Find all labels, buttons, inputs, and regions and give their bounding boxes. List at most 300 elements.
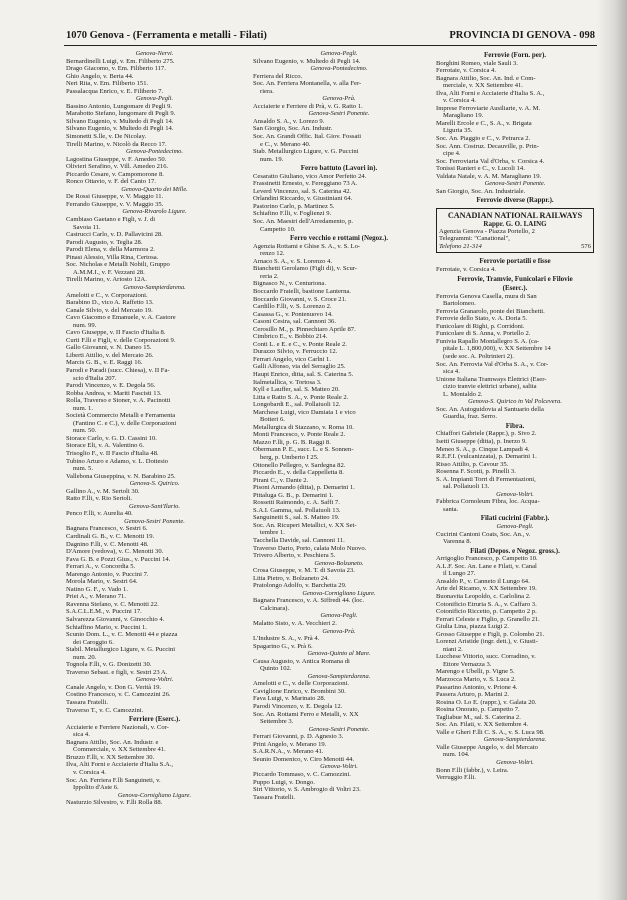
- directory-entry: Soc. Nicholas e Metalli Nobili, Gruppo: [66, 261, 170, 269]
- directory-entry: Soc. An. Piaggio e C., v. Petrarca 2.: [436, 135, 531, 143]
- directory-entry: Caviglione Enrico, v. Brombini 30.: [253, 687, 346, 695]
- directory-entry: Obermann P. E., succ. L. e S. Sonnen-: [253, 446, 354, 454]
- directory-entry: Borghini Romeo, viale Sauli 3.: [436, 59, 518, 67]
- directory-entry: Salvarezza Giovanni, v. Ginocchio 4.: [66, 616, 165, 624]
- page-header-right: PROVINCIA DI GENOVA - 098: [449, 30, 595, 41]
- directory-entry: Ferrotaie, v. Corsica 4.: [436, 67, 496, 75]
- directory-entry: Tubino Arturo e Adamo, v. L. Dottesio: [66, 457, 169, 465]
- locality-heading: Genova-Sant'Ilario.: [129, 502, 180, 510]
- entry-continuation: Guardia, fraz. Serro.: [443, 413, 498, 421]
- directory-entry: Agenzia Rottami e Ghise S. A., v. S. Lo-: [253, 242, 361, 250]
- directory-entry: Meneo S. A., p. Cinque Lampadi 4.: [436, 445, 530, 453]
- entry-continuation: berg, p. Umberto I 25.: [260, 453, 319, 461]
- directory-entry: Litta e Ratto S. A., v. Ponte Reale 2.: [253, 393, 349, 401]
- entry-continuation: v. Corsica 4.: [73, 768, 106, 776]
- directory-entry: Bignasco N., v. Centuriona.: [253, 280, 327, 288]
- directory-entry: Mazzo F.lli, p. G. B. Raggi 8.: [253, 438, 331, 446]
- column-1: [66, 50, 243, 895]
- directory-entry: Soc. An. Ferrovia Val d'Orba S. A., v. Cor-: [436, 360, 549, 368]
- directory-entry: Società Commercio Metalli e Ferramenta: [66, 412, 176, 420]
- directory-entry: Bianchetti Gerolamo (Figli di), v. Scur-: [253, 265, 358, 273]
- entry-continuation: Bartolomeo.: [443, 300, 476, 308]
- entry-continuation: cizio tranvie elettrici urbane), salita: [443, 383, 537, 391]
- directory-entry: Fabbrica Cornoleum Fibra, loc. Acqua-: [436, 498, 540, 506]
- locality-heading: Genova-S. Quirico in Val Polcevera.: [468, 398, 562, 406]
- directory-entry: Gallo Giovanni, v. N. Daneo 15.: [66, 344, 152, 352]
- directory-entry: Gallino A., v. M. Sertoli 30.: [66, 487, 140, 495]
- directory-entry: Imprese Ferroviarie Ausiliarie, v. A. M.: [436, 104, 541, 112]
- locality-heading: Genova-Voltri.: [135, 676, 174, 684]
- directory-entry: Ferriera del Ricco.: [253, 72, 303, 80]
- directory-entry: Valdata Natale, v. A. M. Maragliano 19.: [436, 172, 542, 180]
- directory-entry: Rossetti Raimondo, c. A. Saffi 7.: [253, 499, 340, 507]
- directory-entry: Arnaco S. A., v. S. Lorenzo 4.: [253, 257, 333, 265]
- directory-entry: Tacchella Davide, sal. Cannoni 11.: [253, 537, 345, 544]
- directory-entry: Prini Angelo, v. Merano 19.: [253, 740, 327, 748]
- directory-entry: Ottonello Pellegro, v. Sardegna 82.: [253, 461, 346, 469]
- directory-entry: Acciaierie e Ferriere Nazionali, v. Cor-: [66, 723, 169, 731]
- directory-entry: Verruggio F.lli.: [436, 774, 476, 782]
- directory-entry: Ferrovia Genova Casella, mura di San: [436, 292, 537, 300]
- directory-entry: Pastorino Carlo, p. Martinez 5.: [253, 202, 335, 210]
- directory-entry: Soc. An. Filati, v. XX Settembre 4.: [436, 721, 529, 729]
- header-rule: [64, 45, 597, 46]
- directory-entry: Grosso Giuseppe e Figli, p. Colombo 21.: [436, 630, 545, 638]
- directory-entry: Seunio Domenico, v. Ciro Menotti 44.: [253, 755, 355, 763]
- directory-entry: D'Amore (vedova), v. C. Menotti 30.: [66, 548, 164, 556]
- directory-entry: Canale Silvio, v. del Mercato 19.: [66, 306, 153, 314]
- directory-entry: Funivia Rapallo Montallegro S. A. (ca-: [436, 337, 540, 345]
- directory-entry: San Giorgio, Soc. An. Industr.: [253, 125, 333, 133]
- ad-title: CANADIAN NATIONAL RAILWAYS: [447, 210, 583, 220]
- directory-entry: Bagnara Attilio, Soc. An. Industr. e: [66, 738, 159, 746]
- locality-heading: Genova-Cornigliano Ligure.: [117, 791, 192, 799]
- directory-entry: Cotonificio Etruria S. A., v. Caffaro 3.: [436, 600, 537, 608]
- directory-entry: Rosenna F. Scotti, p. Pinelli 3.: [436, 468, 516, 476]
- entry-continuation: il Lungo 27.: [443, 570, 476, 578]
- directory-entry: Tirelli Marino, v. Nicolò da Recco 17.: [66, 140, 167, 148]
- directory-entry: Cucirini Cantoni Coats, Soc. An., v.: [436, 530, 531, 538]
- directory-entry: Penco F.lli, v. Aurelia 40.: [66, 510, 133, 518]
- directory-entry: Conti L. e E. e C., v. Ponte Reale 2.: [253, 340, 347, 348]
- directory-entry: Cambiaso Gaetano e Figli, v. J. di: [66, 216, 156, 224]
- entry-continuation: num. 1.: [73, 404, 93, 412]
- directory-entry: Pirani C., v. Dante 2.: [253, 476, 309, 484]
- directory-entry: Cardillo F.lli, v. S. Lorenzo 2.: [253, 303, 332, 311]
- directory-entry: Chiaffori Gabriele (Rappr.), p. Sivo 2.: [436, 430, 537, 438]
- locality-heading: Genova-Pegli.: [320, 50, 358, 57]
- entry-continuation: Campetto 10.: [260, 225, 296, 233]
- directory-entry: Ravenna Stefano, v. C. Menotti 22.: [66, 600, 159, 608]
- directory-entry: Soc. An. Ferriera F.lli Sanguineti, v.: [66, 776, 161, 784]
- directory-entry: Tassara Fratelli.: [66, 699, 109, 707]
- entry-continuation: niani 2.: [443, 645, 463, 653]
- directory-entry: Cesaratto Giuliano, vico Amor Perfetto 24.: [253, 172, 367, 180]
- directory-entry: Bernardinelli Luigi, v. Em. Filiberto 275.: [66, 57, 175, 65]
- directory-entry: Simonetti S.lle, v. De Nicolay.: [66, 133, 147, 141]
- directory-entry: Ilva, Alti Forni e Acciaierie d'Italia S.A.,: [66, 761, 174, 769]
- directory-entry: Funicolare di Righi, p. Corridoni.: [436, 322, 525, 330]
- locality-heading: Genova-Bolzaneto.: [314, 559, 364, 567]
- entry-continuation: num. 104.: [443, 751, 470, 759]
- entry-continuation: renzo 12.: [260, 250, 285, 258]
- directory-entry: S.A.C.L.E.M., v. Puccini 17.: [66, 608, 142, 616]
- directory-entry: Pisoni Armando (ditta), p. Demarini 1.: [253, 484, 355, 492]
- locality-heading: Genova-Sestri Ponente.: [308, 725, 370, 733]
- directory-entry: Marabotto Stefano, lungomare di Pegli 9.: [66, 110, 176, 118]
- directory-entry: Soc. An. Ferriera Montanella, v. alla Fer-: [253, 80, 362, 88]
- ad-phone-row: [439, 243, 591, 251]
- entry-continuation: num. 5.: [73, 465, 93, 473]
- directory-entry: Liberti Attilio, v. del Mercato 26.: [66, 351, 154, 359]
- directory-entry: Parodi Vincenzo, v. E. Degola 12.: [253, 703, 343, 711]
- locality-heading: Genova-Pegli.: [135, 95, 174, 103]
- directory-entry: A.L.F. Soc. An. Lane e Filati, v. Canal: [436, 562, 537, 570]
- locality-heading: Genova-Voltri.: [496, 758, 534, 766]
- directory-entry: Siri Vittorio, v. S. Ambrogio di Voltri 23.: [253, 786, 361, 794]
- directory-entry: Tonissi Ranieri e C., v. Lucoli 14.: [436, 165, 525, 173]
- directory-entry: Longobardi E., sal. Pollaiuoli 12.: [253, 401, 341, 409]
- directory-entry: Storace Carlo, v. G. D. Cassini 10.: [66, 434, 157, 442]
- directory-entry: Puppo Luigi, v. Dongo.: [253, 778, 315, 786]
- entry-continuation: num. 50.: [73, 427, 97, 435]
- locality-heading: Genova-Sampierdarena.: [307, 672, 371, 680]
- directory-entry: Tognola F.lli, v. G. Donizetti 30.: [66, 661, 152, 669]
- directory-entry: Acciaierie e Ferriere di Prà, v. G. Ratto 1.: [253, 102, 363, 110]
- directory-entry: Frassinetti Ernesto, v. Fereggiano 73 A.: [253, 180, 358, 188]
- directory-entry: Parodi e Paradi (succ. Chiesa), v. II Fa-: [66, 366, 170, 374]
- directory-entry: Ronco Ottavio, v. F. del Canto 17.: [66, 178, 156, 186]
- section-heading: Ferrovie diverse (Rappr.).: [476, 197, 554, 205]
- directory-entry: Leverd Vincenzo, sal. S. Caterina 42.: [253, 187, 352, 195]
- locality-heading: Genova-Rivarolo Ligure.: [122, 208, 187, 216]
- directory-entry: Marzocca Mario, v. S. Luca 2.: [436, 675, 516, 683]
- directory-entry: San Giorgio, Soc. An. Industriale.: [436, 187, 526, 195]
- entry-continuation: tembre 1.: [260, 529, 285, 537]
- directory-entry: Ansaldo S. A., v. Lorezo 9.: [253, 117, 325, 125]
- directory-entry: Ferrovia Granarolo, ponte dei Bianchetti.: [436, 307, 545, 315]
- directory-entry: Stabil. Metallurgico Ligure, v. G. Puccini: [66, 646, 176, 654]
- directory-entry: Tassara Fratelli.: [253, 793, 296, 801]
- entry-continuation: sal. Pollaiuoli 13.: [443, 483, 490, 491]
- directory-entry: Scunio Dom. L., v. C. Menotti 44 e piazza: [66, 631, 178, 639]
- directory-entry: Cimbrico E., v. Bobbio 214.: [253, 333, 328, 341]
- directory-entry: Soc. An. Maestri dell'Arredamento, p.: [253, 218, 354, 226]
- section-heading: Ferriere (Eserc.).: [128, 716, 181, 724]
- directory-entry: Causa Augusto, v. Antica Romana di: [253, 657, 350, 665]
- directory-entry: Schiafino F.lli, v. Foglienzi 9.: [253, 210, 332, 218]
- directory-entry: Traverso Dario, Porto, calata Molo Nuovo.: [253, 544, 367, 552]
- entry-continuation: merciale, v. XX Settembre 41.: [443, 82, 523, 90]
- directory-entry: Isetti Giuseppe (ditta), p. Inerzo 9.: [436, 438, 527, 446]
- ad-telegrams: Telegrammi: "Canational",: [439, 235, 510, 243]
- ad-number: 576: [581, 242, 591, 250]
- ad-phone: Telefono 21-314: [439, 242, 482, 250]
- directory-entry: Morola Mario, v. Sestri 64.: [66, 578, 138, 586]
- directory-entry: Cotonificio Riccetto, p. Campetto 2 p.: [436, 608, 537, 616]
- directory-entry: Barabino D., vico A. Raffetto 13.: [66, 299, 154, 307]
- directory-entry: Ferrotaie, v. Corsica 4.: [436, 265, 496, 273]
- directory-entry: Storace Eli, v. A. Valentino 6.: [66, 442, 145, 450]
- directory-entry: Ferrari Angelo, vico Carlni 1.: [253, 355, 332, 363]
- directory-entry: Ilva, Alti Forni e Acciaierie d'Italia S. A.,: [436, 89, 545, 97]
- directory-entry: Soc. Ferroviaria Val d'Orba, v. Corsica 4.: [436, 157, 545, 165]
- directory-entry: Marengo Antonio, v. Puccini 7.: [66, 570, 149, 578]
- locality-heading: Genova-Quarto dei Mille.: [121, 185, 188, 193]
- directory-entry: Arte del Ricamo, v. XX Settembre 19.: [436, 585, 537, 593]
- directory-entry: Bagnara Attilio, Soc. An. Ind. e Com-: [436, 74, 536, 82]
- directory-entry: Nasturzio Silvestro, v. F.lli Rolla 88.: [66, 799, 163, 807]
- directory-entry: Risso Attilio, p. Cavour 35.: [436, 460, 509, 468]
- directory-entry: Costino Francesco, v. C. Camozzini 26.: [66, 691, 171, 699]
- entry-continuation: Ettore Vernazza 3.: [443, 660, 492, 668]
- directory-entry: Casassa G., v. Pontenuovo 14.: [253, 310, 333, 318]
- section-heading: Ferrovie portatili e fisse: [479, 258, 551, 266]
- directory-entry: Casoni Cesira, sal. Cannoni 36.: [253, 318, 336, 326]
- directory-entry: Natino G. F., v. Vado 1.: [66, 585, 128, 593]
- directory-entry: Bagnara Francesco, v. A. Siffredi 44. (loc.: [253, 597, 364, 605]
- directory-entry: Silvano Eugenio, v. Multedo di Pegli 14.: [253, 57, 361, 65]
- column-3-bottom: [436, 256, 594, 781]
- locality-heading: Genova-S. Quirico.: [129, 480, 180, 488]
- directory-entry: De Rossi Giuseppe, v. V. Maggio 11.: [66, 193, 164, 201]
- directory-entry: Olivieri Serafino, v. Vill. Amedeo 216.: [66, 163, 169, 171]
- directory-entry: Ferrari Celeste e Figlio, p. Granello 21.: [436, 615, 540, 623]
- directory-entry: Priei A., v. Merano 71.: [66, 593, 127, 601]
- directory-entry: Metallurgica di Stazzano, v. Roma 10.: [253, 423, 354, 431]
- directory-entry: Arrigoglio Francesco, p. Campetto 10.: [436, 555, 538, 563]
- entry-continuation: num. 20.: [73, 653, 97, 661]
- directory-entry: Malatto Sisto, v. A. Vecchieri 2.: [253, 620, 337, 628]
- entry-continuation: sica 4.: [443, 368, 460, 376]
- directory-entry: Soc. Ann. Costruz. Decauville, p. Prin-: [436, 142, 539, 150]
- entry-continuation: santa.: [443, 505, 459, 513]
- directory-entry: Piccardo E., v. della Cappelletta 8.: [253, 469, 344, 477]
- entry-continuation: (Fantino C. e C.), v. delle Corporazioni: [73, 419, 177, 427]
- directory-entry: Cerosillo M., p. Pinnechiaro Aprile 87.: [253, 325, 356, 333]
- section-heading: Ferro battuto (Lavori in).: [300, 165, 378, 173]
- directory-entry: Lucchese Vittorio, succ. Corradino, v.: [436, 653, 536, 661]
- directory-entry: Litta Pietro, v. Bolzaneto 24.: [253, 574, 329, 582]
- column-2: [253, 50, 425, 895]
- entry-continuation: reria 2.: [260, 272, 279, 280]
- entry-continuation: Varenna 8.: [443, 538, 472, 546]
- entry-continuation: num. 19.: [260, 155, 284, 163]
- entry-continuation: num. 99.: [73, 321, 97, 329]
- directory-entry: S. A. Impianti Torri di Fermentazioni,: [436, 475, 536, 483]
- locality-heading: Genova-Prà.: [322, 627, 356, 635]
- locality-heading: Genova-Sestri Ponente.: [484, 180, 546, 188]
- entry-continuation: pitale L. 1,800,000), v. XX Settembre 14: [443, 345, 551, 353]
- directory-entry: Passalacqua Enrico, v. E. Filiberto 7.: [66, 87, 164, 95]
- directory-entry: Marcis G. B., v. E. Raggi 16.: [66, 359, 143, 367]
- directory-entry: Ferrari Giovanni, p. D. Agnesio 3.: [253, 733, 344, 741]
- directory-entry: Tagliabue M., sal. S. Caterina 2.: [436, 713, 521, 721]
- directory-entry: Pittaluga G. B., p. Demarini 1.: [253, 491, 334, 499]
- directory-entry: Haupt Enrico, ditta, sal. S. Caterina 5.: [253, 370, 354, 378]
- section-heading: Ferrovie, Tramvie, Funicolari e Filovie: [457, 275, 573, 283]
- directory-entry: Silvano Eugenio, v. Multedo di Pegli 14.: [66, 125, 174, 133]
- directory-entry: Parodi Augusto, v. Teglia 28.: [66, 238, 143, 246]
- directory-entry: Lorenzi Aristide (ingr. dett.), v. Giusti-: [436, 638, 538, 646]
- directory-entry: Italmetallica, v. Tortosa 3.: [253, 378, 322, 386]
- directory-entry: Kyll e Lauffer, sal. S. Matteo 20.: [253, 386, 340, 394]
- entry-continuation: L. Montaldo 2.: [443, 390, 483, 398]
- directory-entry: Passera Arturo, p. Marini 2.: [436, 691, 510, 699]
- locality-heading: Genova-Quinto al Mare.: [307, 650, 371, 658]
- entry-continuation: Savoia 11.: [73, 223, 101, 231]
- directory-entry: Parodi Vincenzo, v. E. Degola 56.: [66, 382, 156, 390]
- directory-entry: Bonn F.lli (fabbr.), v. Leira.: [436, 766, 509, 774]
- directory-entry: Marengo e Ubelli, p. Vigne 5.: [436, 668, 515, 676]
- directory-entry: Soc. An. Autoguidovia al Santuario della: [436, 405, 544, 413]
- directory-entry: Cardinali G. B., v. C. Menotti 19.: [66, 533, 155, 540]
- page-header-left: 1070 Genova - (Ferramenta e metalli - Filati): [66, 30, 267, 41]
- directory-entry: Funicolare di S. Anna, v. Portello 2.: [436, 330, 531, 338]
- directory-entry: Pratolongo Adolfo, v. Barchetta 29.: [253, 582, 347, 590]
- section-heading: Ferro vecchio e rottami (Negoz.).: [289, 235, 389, 243]
- directory-entry: Lagostina Giuseppe, v. F. Amedeo 50.: [66, 155, 167, 163]
- directory-entry: Soc. An. Ricuperi Metallici, v. XX Set-: [253, 521, 357, 529]
- directory-entry: Boccardo Giovanni, v. S. Croce 21.: [253, 295, 347, 303]
- directory-entry: Sanguinetti S., sal. S. Matteo 19.: [253, 514, 340, 522]
- directory-entry: Trisoglio F., v. II Fascio d'Italia 48.: [66, 449, 159, 457]
- locality-heading: Genova-Sampierdarena.: [123, 283, 186, 291]
- directory-entry: Trivero Alberto, v. Peschiera 5.: [253, 552, 336, 560]
- directory-entry: Fava G. B. e Pozzi Gius., v. Puccini 14.: [66, 555, 171, 563]
- locality-heading: Genova-Nervi.: [135, 50, 174, 57]
- entry-continuation: v. Corsica 4.: [443, 97, 476, 105]
- directory-entry: Pinasi Alessio, Villa Rina, Certosa.: [66, 253, 159, 261]
- directory-entry: Rosina O. Lo E. (rappr.), v. Galata 20.: [436, 698, 537, 706]
- entry-continuation: Maragliano 19.: [443, 112, 484, 120]
- advertisement-box: [436, 208, 594, 254]
- locality-heading: Genova-Pontedecimo.: [126, 148, 183, 156]
- directory-entry: Silvano Eugenio, v. Multedo di Pegli 14.: [66, 117, 174, 125]
- directory-entry: Canale Angelo, v. Don G. Verità 19.: [66, 683, 162, 691]
- directory-entry: Valle e Gheri F.lli C. S. A., v. S. Luca 98.: [436, 728, 545, 736]
- directory-entry: Cavo Giacomo e Emanuele, v. A. Castore: [66, 314, 176, 322]
- section-heading: Filati (Depos. e Negoz. gross.).: [470, 547, 560, 555]
- directory-entry: Amelotti e C., v. delle Corporazioni.: [253, 680, 350, 688]
- entry-continuation: scio d'Italia 207.: [73, 374, 117, 382]
- directory-entry: Durazzo Silvio, v. Ferruccio 12.: [253, 348, 338, 356]
- directory-entry: Passarino Antonio, v. Prione 4.: [436, 683, 518, 691]
- entry-continuation: riera.: [260, 87, 274, 95]
- directory-entry: Bruzzo F.lli, v. XX Settembre 30.: [66, 753, 155, 761]
- directory-entry: Marchese Luigi, vico Damiata 1 e vico: [253, 408, 356, 416]
- directory-entry: Boccardo Fratelli, bastione Lanterna.: [253, 287, 351, 295]
- section-heading: (Eserc.).: [502, 285, 528, 293]
- locality-heading: Genova-Pegli.: [320, 612, 358, 620]
- directory-entry: Ferrari A., v. Concordia 5.: [66, 563, 136, 571]
- directory-entry: Buonavita Leopoldo, c. Carlolina 2.: [436, 592, 531, 600]
- directory-entry: Stab. Metallurgico Ligure, v. G. Puccini: [253, 148, 359, 156]
- entry-continuation: Commerciale, v. XX Settembre 41.: [73, 746, 166, 754]
- entry-continuation: A.M.M.I., v. F. Vezzani 28.: [73, 268, 145, 276]
- locality-heading: Genova-Sestri Ponente.: [308, 110, 370, 118]
- directory-entry: Dagnino F.lli, v. C. Menotti 48.: [66, 540, 149, 548]
- entry-continuation: (sede soc. A. Poltrinieri 2).: [443, 353, 514, 360]
- directory-entry: Parodi Elena, v. della Marmora 2.: [66, 246, 155, 254]
- locality-heading: Genova-Sampierdarena.: [483, 736, 547, 744]
- locality-heading: Genova-Sestri Ponente.: [124, 517, 185, 525]
- directory-entry: Soc. An. Rottami Ferro e Metalli, v. XX: [253, 710, 359, 718]
- directory-entry: Bagnara Francesco, v. Sestri 6.: [66, 525, 148, 533]
- directory-entry: Rolla, Traverso e Stoner, v. A. Pacinotti: [66, 397, 171, 405]
- entry-continuation: e C., v. Merano 40.: [260, 140, 311, 148]
- directory-entry: Tirelli Marino, v. Ariosto 12A.: [66, 276, 147, 284]
- directory-entry: Cavo Giuseppe, v. II Fascio d'Italia 8.: [66, 329, 166, 337]
- locality-heading: Genova-Voltri.: [496, 490, 534, 498]
- directory-entry: Monti Francesco, v. Ponte Reale 2.: [253, 431, 346, 439]
- directory-entry: Ansaldo P., v. Canneto il Lungo 64.: [436, 577, 530, 585]
- entry-continuation: dei Caroggio 6.: [73, 638, 114, 646]
- locality-heading: Genova-Voltri.: [320, 763, 358, 771]
- directory-entry: Bassino Antonio, Lungomare di Pegli 9.: [66, 102, 173, 110]
- directory-entry: Ghio Angelo, v. Berta 44.: [66, 72, 134, 80]
- directory-entry: Fava Luigi, v. Marinaio 28.: [253, 695, 326, 703]
- column-3: [436, 50, 594, 895]
- directory-entry: Spagarino G., v. Prà 6.: [253, 642, 313, 650]
- entry-continuation: cipe 4.: [443, 150, 461, 158]
- entry-continuation: Settembre 3.: [260, 718, 294, 726]
- section-heading: Ferrovie (Forn. per).: [483, 52, 547, 59]
- directory-entry: R.E.F.I. (vulcanizzata), p. Demarini 1.: [436, 453, 537, 461]
- directory-entry: Rosina Onorato, p. Campetto 7.: [436, 706, 520, 714]
- directory-entry: Piccardo Tommaso, v. C. Camozzini.: [253, 770, 351, 778]
- locality-heading: Genova-Cornigliano Ligure.: [302, 589, 376, 597]
- directory-entry: Valle Giuseppe Angelo, v. del Mercato: [436, 743, 538, 751]
- locality-heading: Genova-Pegli.: [496, 523, 534, 531]
- directory-entry: Schiaffino Mario, v. Puccini 1.: [66, 623, 147, 631]
- column-3-top: [436, 50, 594, 205]
- directory-entry: Soc. An. Grandi Offic. Ital. Giov. Fossati: [253, 133, 362, 141]
- directory-entry: Traverso Sebast. e figli, v. Sestri 23 A.: [66, 668, 168, 676]
- directory-entry: Robba Andrea, v. Mariti Fascisti 13.: [66, 389, 162, 397]
- directory-entry: Piccardo Cesare, v. Campomorone 8.: [66, 170, 164, 178]
- locality-heading: Genova-Pontedecimo.: [310, 65, 368, 73]
- directory-entry: Marelli Ercole e C., S. A., v. Brigata: [436, 119, 532, 127]
- directory-entry: Curti F.lli e Figli, v. delle Corporazioni 9.: [66, 336, 176, 344]
- directory-entry: Ferrando Giuseppe, v. V. Maggio 35.: [66, 200, 164, 208]
- directory-entry: Ratto F.lli, v. Rio Sertoli.: [66, 495, 133, 503]
- entry-continuation: Calcinara).: [260, 604, 290, 612]
- locality-heading: Genova-Prà.: [322, 95, 356, 103]
- entry-continuation: sica 4.: [73, 731, 90, 739]
- directory-entry: Castrucci Carlo, v. D. Pallavicini 28.: [66, 231, 163, 239]
- directory-entry: Neri Rita, v. Em. Filiberto 151.: [66, 80, 149, 88]
- directory-entry: Ferrovie dello Stato, v. A. Doria 5.: [436, 315, 528, 323]
- directory-entry: S.A.I. Gamma, sal. Pollaiuoli 13.: [253, 506, 341, 514]
- directory-entry: Giulia Lina, piazza Luigi 2.: [436, 623, 509, 631]
- directory-entry: Amelotti e C., v. Corporazioni.: [66, 291, 148, 299]
- directory-entry: Drago Giacomo, v. Em. Filiberto 117.: [66, 65, 166, 73]
- directory-entry: Crosa Giuseppe, v. M. T. di Savoia 23.: [253, 567, 355, 575]
- directory-entry: Unione Italiana Tramways Elettrici (Eser-: [436, 375, 547, 383]
- directory-entry: L'Industre S. A., v. Prà 4.: [253, 635, 320, 643]
- directory-entry: Traverso T., v. C. Camozzini.: [66, 706, 144, 714]
- directory-entry: S.A.R.N.A., v. Merano 41.: [253, 748, 324, 756]
- entry-continuation: Ippolito d'Aste 6.: [73, 784, 119, 792]
- directory-entry: Vallebona Giuseppina, v. N. Barabino 25.: [66, 472, 176, 480]
- section-heading: Filati cucirini (Fabbr.).: [480, 515, 550, 523]
- entry-continuation: Botteri 6.: [260, 416, 285, 424]
- ad-agency: Agenzia Genova - Piazza Portello, 2: [439, 227, 535, 235]
- directory-entry: Galli Alfonso, via del Serraglio 25.: [253, 363, 346, 371]
- entry-continuation: Quinto 102.: [260, 665, 292, 673]
- directory-entry: Orlandini Riccardo, v. Giustiniani 64.: [253, 195, 353, 203]
